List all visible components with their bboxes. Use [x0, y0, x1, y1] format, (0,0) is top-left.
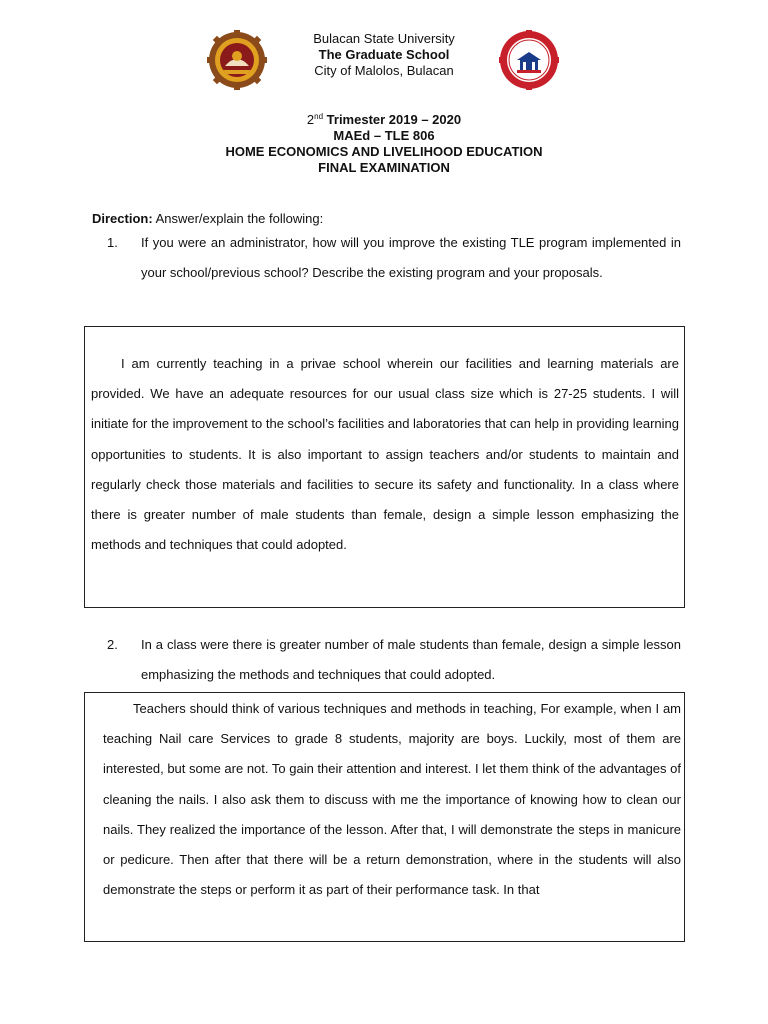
question-number: 1.	[107, 235, 118, 250]
trimester-line	[134, 112, 634, 128]
school-location: City of Malolos, Bulacan	[314, 63, 454, 78]
question-2	[107, 630, 681, 690]
exam-title-block	[134, 112, 634, 176]
trimester-ordinal: nd	[314, 112, 324, 121]
subject-title: HOME ECONOMICS AND LIVELIHOOD EDUCATION	[225, 144, 543, 159]
trimester-text: Trimester 2019 – 2020	[326, 112, 462, 127]
question-1	[107, 228, 681, 288]
answer-text: Teachers should think of various techniques and methods in teaching, For example, when I am teaching Nail care Services to grade 8 students, majority are boys. Luckily, most of them are interested, but some are not. To gain their attention and interest. I let them think of the advantages of cleaning the nails. I also ask them to discuss with me the importance of knowing how to clean our nails. They realized the importance of the lesson. After that, I will demonstrate the steps in manicure or pedicure. Then after that there will be a return demonstration, where in the students will also demonstrate the steps or perform it as part of their performance task. In that	[103, 701, 681, 898]
answer-box-2	[84, 692, 685, 942]
answer-text: I am currently teaching in a privae school wherein our facilities and learning materials are provided. We have an adequate resources for our usual class size which is 27-25 students. I will initiate for the improvement to the school’s facilities and laboratories that can help in providing learning opportunities to students. It is also important to assign teachers and/or students to maintain and regularly check those materials and facilities to secure its safety and functionality. In a class where there is greater number of male students than female, design a simple lesson emphasizing the methods and techniques that could adopted.	[91, 356, 679, 553]
direction-line	[92, 211, 323, 227]
question-number: 2.	[107, 637, 118, 652]
question-text: If you were an administrator, how will you improve the existing TLE program implemented in your school/previous school? Describe the existing program and your proposals.	[141, 235, 681, 280]
answer-box-1	[84, 326, 685, 608]
question-text: In a class were there is greater number of male students than female, design a simple lesson emphasizing the methods and techniques that could adopted.	[141, 637, 681, 682]
trimester-number: 2	[306, 112, 315, 127]
university-name: Bulacan State University	[313, 31, 455, 46]
direction-label: Direction:	[92, 211, 153, 226]
exam-title: FINAL EXAMINATION	[318, 160, 450, 175]
school-name: The Graduate School	[318, 47, 450, 62]
course-code: MAEd – TLE 806	[333, 128, 435, 143]
university-header	[234, 31, 534, 79]
direction-text: Answer/explain the following:	[152, 211, 324, 226]
